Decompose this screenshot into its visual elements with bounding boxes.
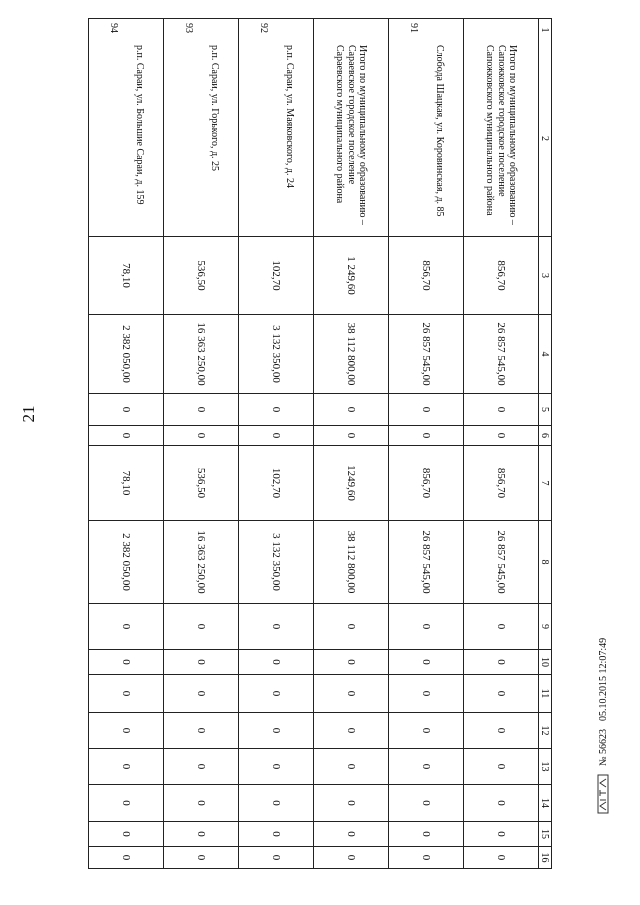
value-cell-col-12: 0 (89, 713, 164, 749)
object-address: Слобода Шацкая, ул. Коровинская, д. 85 (433, 45, 445, 217)
value-cell-col-7: 102,70 (239, 446, 314, 521)
value-cell-col-12: 0 (314, 713, 389, 749)
row-index: 93 (182, 23, 194, 33)
value-cell-col-12: 0 (164, 713, 239, 749)
value-cell-col-10: 0 (314, 650, 389, 675)
table-row (389, 19, 464, 888)
document-timestamp: 05.10.2015 12:07:49 (597, 637, 609, 721)
registry-stamp-icon (596, 774, 610, 814)
value-cell-col-3: 78,10 (89, 237, 164, 315)
value-cell-col-16: 0 (239, 847, 314, 869)
value-cell-col-9: 0 (239, 604, 314, 650)
column-header: 13 (539, 749, 552, 785)
value-cell-col-16: 0 (464, 847, 539, 869)
value-cell-col-9: 0 (389, 604, 464, 650)
value-cell-col-4: 26 857 545,00 (389, 315, 464, 394)
value-cell-col-11: 0 (464, 675, 539, 713)
column-header: 3 (539, 237, 552, 315)
object-cell (464, 19, 539, 237)
value-cell-col-5: 0 (164, 394, 239, 426)
value-cell-col-10: 0 (389, 650, 464, 675)
value-cell-col-6: 0 (239, 426, 314, 446)
row-index: 94 (107, 23, 119, 33)
object-address: р.п. Сараи, ул. Горького, д. 25 (208, 45, 220, 172)
table-row (89, 19, 164, 888)
value-cell-col-12: 0 (464, 713, 539, 749)
object-cell (389, 19, 464, 237)
value-cell-col-4: 2 382 050,00 (89, 315, 164, 394)
value-cell-col-11: 0 (314, 675, 389, 713)
value-cell-col-5: 0 (89, 394, 164, 426)
value-cell-col-6: 0 (389, 426, 464, 446)
value-cell-col-16: 0 (164, 847, 239, 869)
value-cell-col-7: 78,10 (89, 446, 164, 521)
value-cell-col-6: 0 (464, 426, 539, 446)
value-cell-col-15: 0 (239, 822, 314, 847)
column-header: 11 (539, 675, 552, 713)
value-cell-col-6: 0 (314, 426, 389, 446)
value-cell-col-3: 856,70 (389, 237, 464, 315)
column-header: 10 (539, 650, 552, 675)
value-cell-col-10: 0 (464, 650, 539, 675)
column-header: 15 (539, 822, 552, 847)
value-cell-col-3: 102,70 (239, 237, 314, 315)
value-cell-col-15: 0 (389, 822, 464, 847)
value-cell-col-8: 38 112 800,00 (314, 521, 389, 604)
value-cell-col-14: 0 (164, 785, 239, 822)
column-header: 16 (539, 847, 552, 869)
column-header: 1 2 (539, 19, 552, 237)
column-header: 5 (539, 394, 552, 426)
document-footer (596, 638, 610, 814)
registry-table-wrapper (88, 18, 552, 888)
value-cell-col-9: 0 (314, 604, 389, 650)
value-cell-col-8: 16 363 250,00 (164, 521, 239, 604)
value-cell-col-9: 0 (164, 604, 239, 650)
value-cell-col-4: 3 132 350,00 (239, 315, 314, 394)
value-cell-col-11: 0 (89, 675, 164, 713)
value-cell-col-7: 856,70 (464, 446, 539, 521)
value-cell-col-3: 536,50 (164, 237, 239, 315)
value-cell-col-6: 0 (164, 426, 239, 446)
column-header: 12 (539, 713, 552, 749)
value-cell-col-15: 0 (314, 822, 389, 847)
value-cell-col-4: 16 363 250,00 (164, 315, 239, 394)
value-cell-col-7: 536,50 (164, 446, 239, 521)
registry-table (88, 18, 552, 888)
row-index (492, 23, 518, 37)
value-cell-col-10: 0 (239, 650, 314, 675)
value-cell-col-15: 0 (464, 822, 539, 847)
value-cell-col-14: 0 (239, 785, 314, 822)
value-cell-col-4: 26 857 545,00 (464, 315, 539, 394)
value-cell-col-5: 0 (464, 394, 539, 426)
object-cell (164, 19, 239, 237)
column-header: 4 (539, 315, 552, 394)
value-cell-col-11: 0 (239, 675, 314, 713)
value-cell-col-12: 0 (239, 713, 314, 749)
column-header: 8 (539, 521, 552, 604)
value-cell-col-13: 0 (464, 749, 539, 785)
object-address: Итого по муниципальному образованию – Сапожковское городское поселение Сапожковского муниципального района (484, 45, 519, 225)
page-number: 21 (19, 405, 38, 423)
value-cell-col-13: 0 (89, 749, 164, 785)
row-index: 92 (257, 23, 269, 33)
value-cell-col-9: 0 (89, 604, 164, 650)
value-cell-col-9: 0 (464, 604, 539, 650)
value-cell-col-13: 0 (164, 749, 239, 785)
table-row (314, 19, 389, 888)
value-cell-col-15: 0 (164, 822, 239, 847)
object-address: р.п. Сараи, ул. Большие Сараи, д. 159 (133, 45, 145, 205)
object-address: р.п. Сараи, ул. Маяковского, д. 24 (283, 45, 295, 188)
value-cell-col-10: 0 (89, 650, 164, 675)
value-cell-col-5: 0 (389, 394, 464, 426)
object-cell (239, 19, 314, 237)
table-row (464, 19, 539, 888)
value-cell-col-7: 1249,60 (314, 446, 389, 521)
object-address: Итого по муниципальному образованию – Сараевское городское поселение Сараевского муниципального района (334, 45, 369, 225)
value-cell-col-14: 0 (89, 785, 164, 822)
value-cell-col-5: 0 (314, 394, 389, 426)
value-cell-col-10: 0 (164, 650, 239, 675)
value-cell-col-7: 856,70 (389, 446, 464, 521)
value-cell-col-16: 0 (89, 847, 164, 869)
value-cell-col-8: 26 857 545,00 (389, 521, 464, 604)
object-cell (314, 19, 389, 237)
value-cell-col-12: 0 (389, 713, 464, 749)
value-cell-col-8: 3 132 350,00 (239, 521, 314, 604)
value-cell-col-16: 0 (389, 847, 464, 869)
column-number-row (539, 19, 552, 888)
value-cell-col-14: 0 (464, 785, 539, 822)
value-cell-col-8: 2 382 050,00 (89, 521, 164, 604)
table-row (239, 19, 314, 888)
value-cell-col-13: 0 (314, 749, 389, 785)
object-cell (89, 19, 164, 237)
value-cell-col-13: 0 (239, 749, 314, 785)
value-cell-col-11: 0 (389, 675, 464, 713)
table-row (164, 19, 239, 888)
row-index: 91 (407, 23, 419, 33)
column-header: 9 (539, 604, 552, 650)
value-cell-col-6: 0 (89, 426, 164, 446)
value-cell-col-14: 0 (389, 785, 464, 822)
value-cell-col-14: 0 (314, 785, 389, 822)
value-cell-col-3: 1 249,60 (314, 237, 389, 315)
value-cell-col-4: 38 112 800,00 (314, 315, 389, 394)
document-number: № 56623 (597, 728, 609, 766)
row-index (342, 23, 368, 37)
value-cell-col-5: 0 (239, 394, 314, 426)
value-cell-col-16: 0 (314, 847, 389, 869)
column-header: 14 (539, 785, 552, 822)
value-cell-col-11: 0 (164, 675, 239, 713)
value-cell-col-13: 0 (389, 749, 464, 785)
column-header: 7 (539, 446, 552, 521)
value-cell-col-15: 0 (89, 822, 164, 847)
value-cell-col-8: 26 857 545,00 (464, 521, 539, 604)
column-header: 6 (539, 426, 552, 446)
value-cell-col-3: 856,70 (464, 237, 539, 315)
